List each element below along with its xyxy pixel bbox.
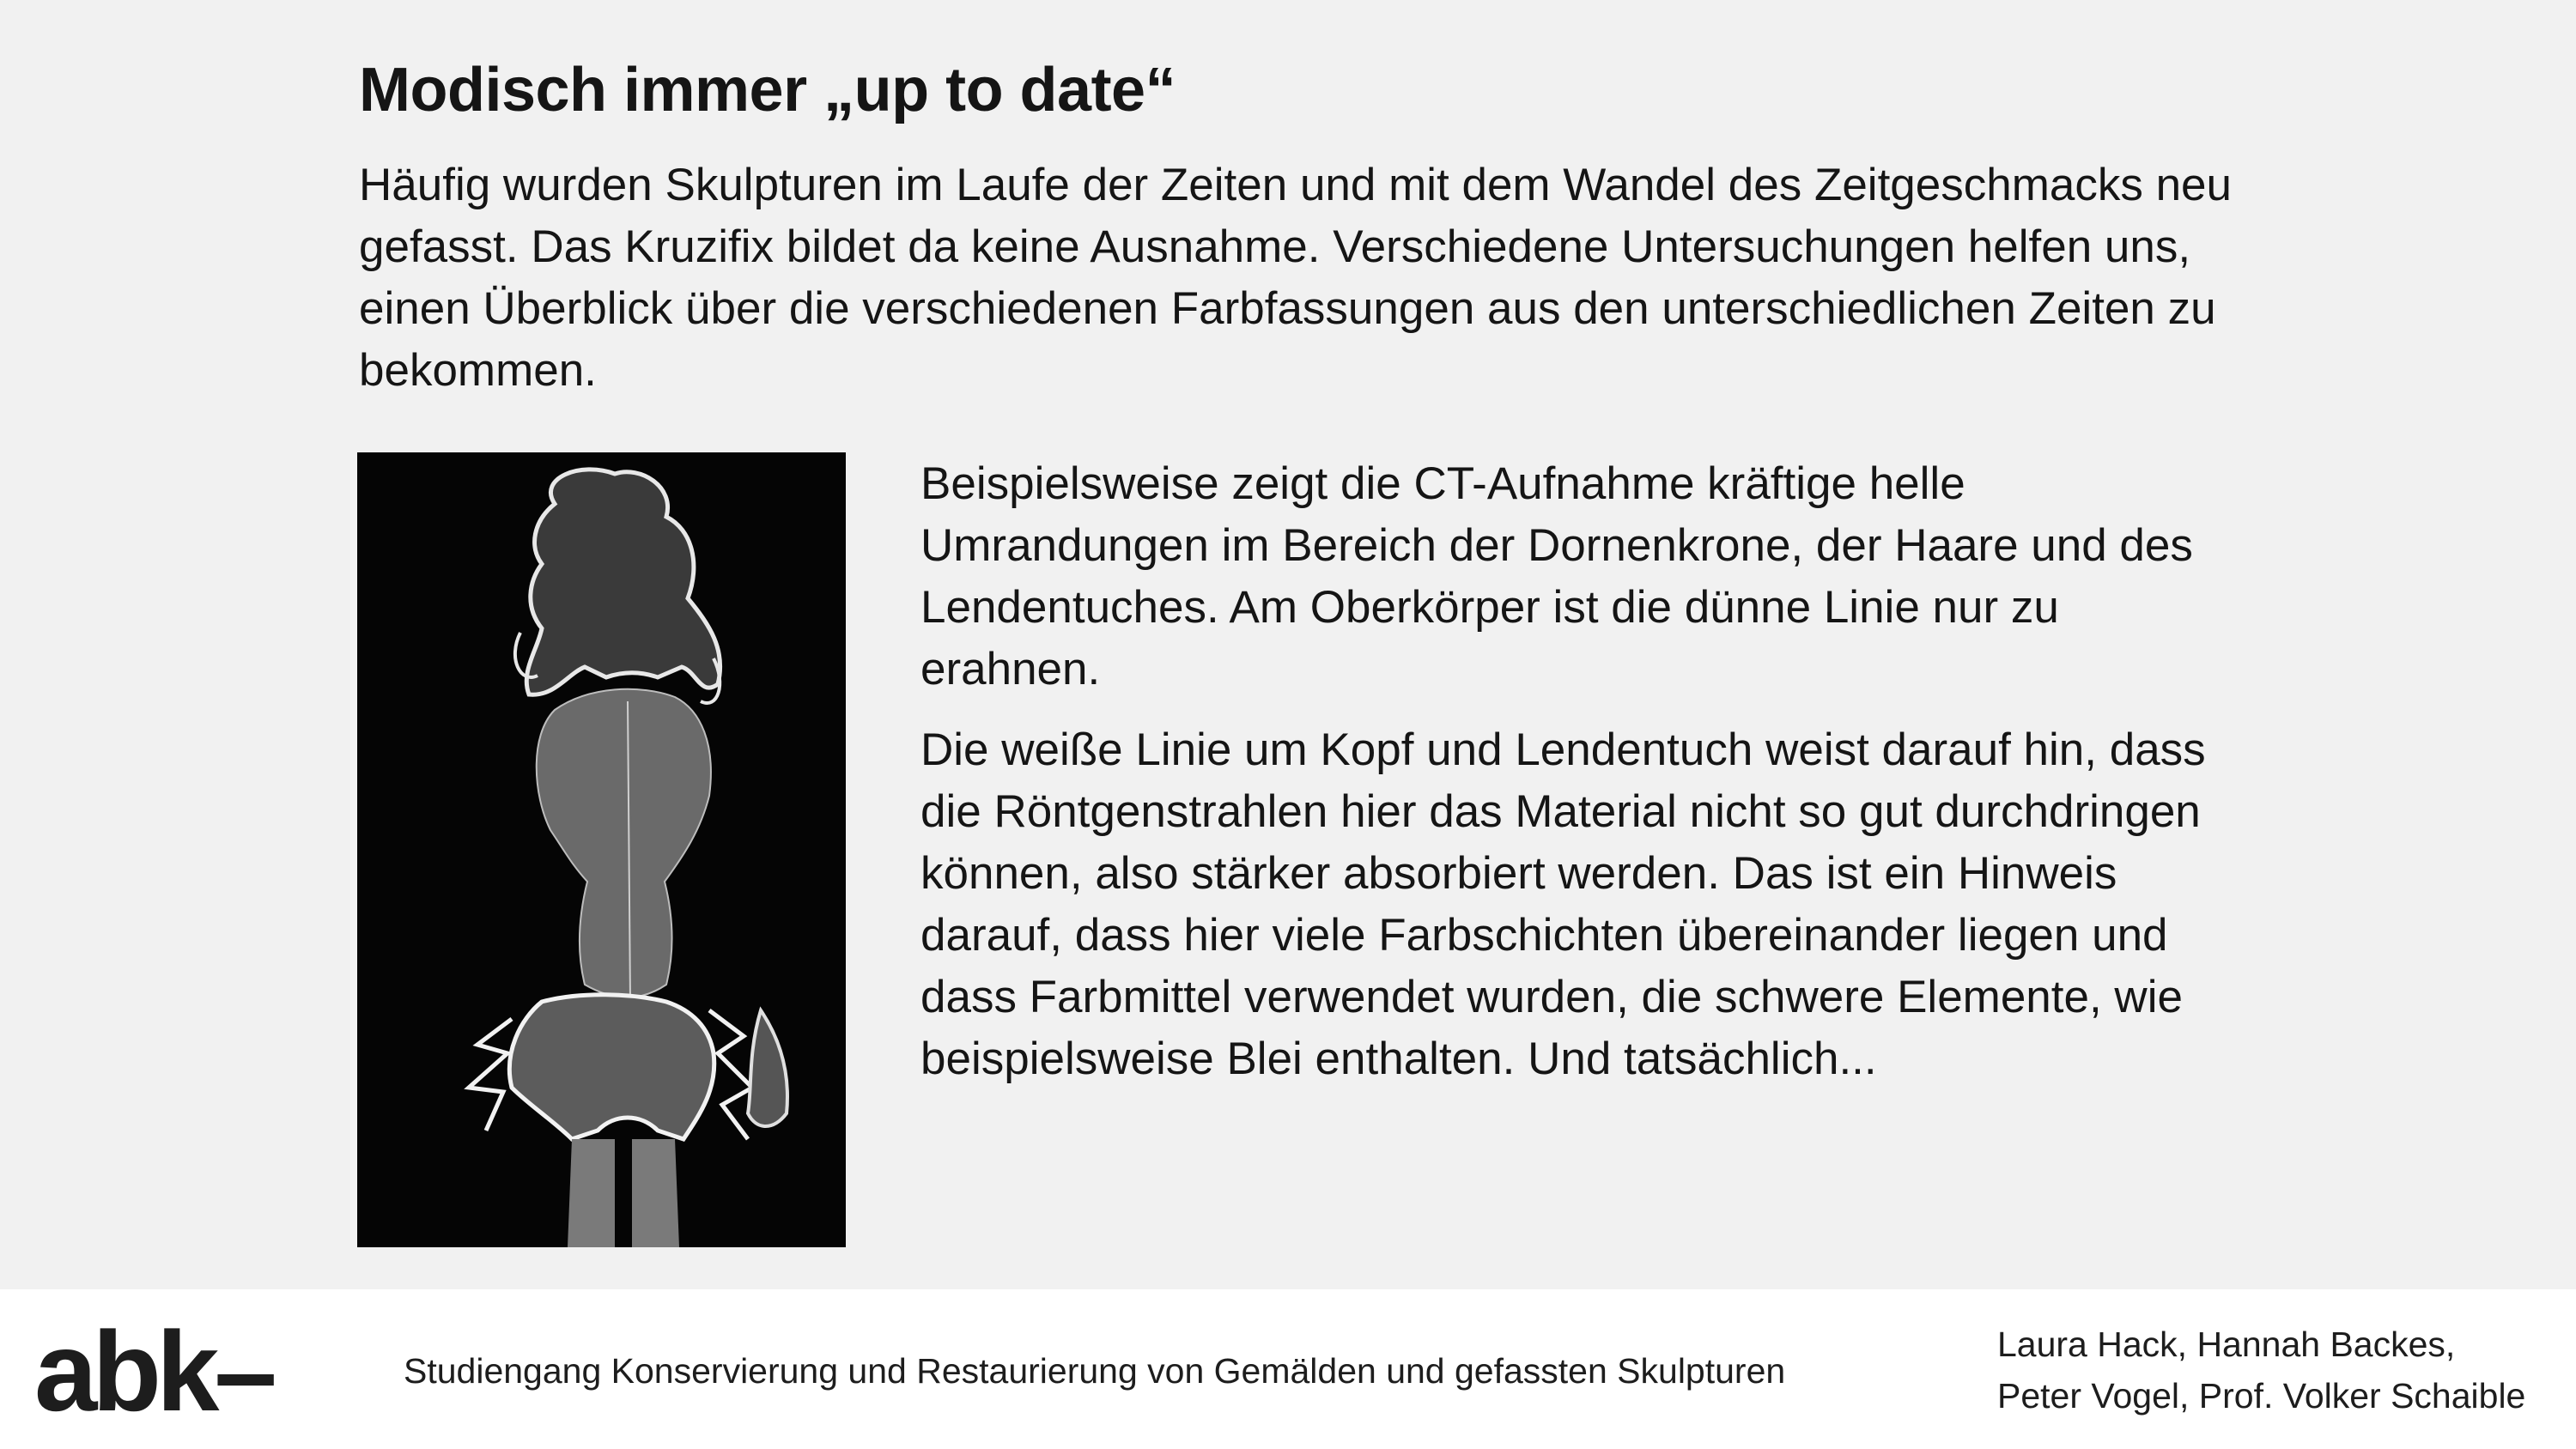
body-text bbox=[920, 453, 2226, 1109]
authors-line-2: Peter Vogel, Prof. Volker Schaible bbox=[1997, 1376, 2526, 1416]
authors bbox=[1997, 1319, 2525, 1422]
intro-paragraph: Häufig wurden Skulpturen im Laufe der Zeiten und mit dem Wandel des Zeitgeschmacks neu gefasst. Das Kruzifix bildet da keine Ausnahme. Verschiedene Untersuchungen helfen uns, einen Überblick über die verschiedenen Farbfassungen aus den unterschiedlichen Zeiten zu bekommen. bbox=[359, 160, 2232, 396]
paragraph-ct-description: Beispielsweise zeigt die CT-Aufnahme kräftige helle Umrandungen im Bereich der Dornenkrone, der Haare und des Lendentuches. Am Oberkörper ist die dünne Linie nur zu erahnen. bbox=[920, 458, 2193, 694]
paragraph-interpretation: Die weiße Linie um Kopf und Lendentuch weist darauf hin, dass die Röntgenstrahlen hier das Material nicht so gut durchdringen können, also stärker absorbiert werden. Das ist ein Hinweis darauf, dass hier viele Farbschichten übereinander liegen und dass Farbmittel verwendet wurden, die schwere Elemente, wie beispielsweise Blei enthalten. Und tatsächlich... bbox=[920, 724, 2206, 1084]
course-name: Studiengang Konservierung und Restaurierung von Gemälden und gefassten Skulpturen bbox=[404, 1351, 1786, 1391]
footer bbox=[0, 1289, 2576, 1449]
authors-line-1: Laura Hack, Hannah Backes, bbox=[1997, 1325, 2456, 1364]
abk-logo: abk– bbox=[34, 1308, 272, 1434]
ct-scan-image bbox=[357, 452, 846, 1247]
slide-title: Modisch immer „up to date“ bbox=[359, 56, 1176, 124]
